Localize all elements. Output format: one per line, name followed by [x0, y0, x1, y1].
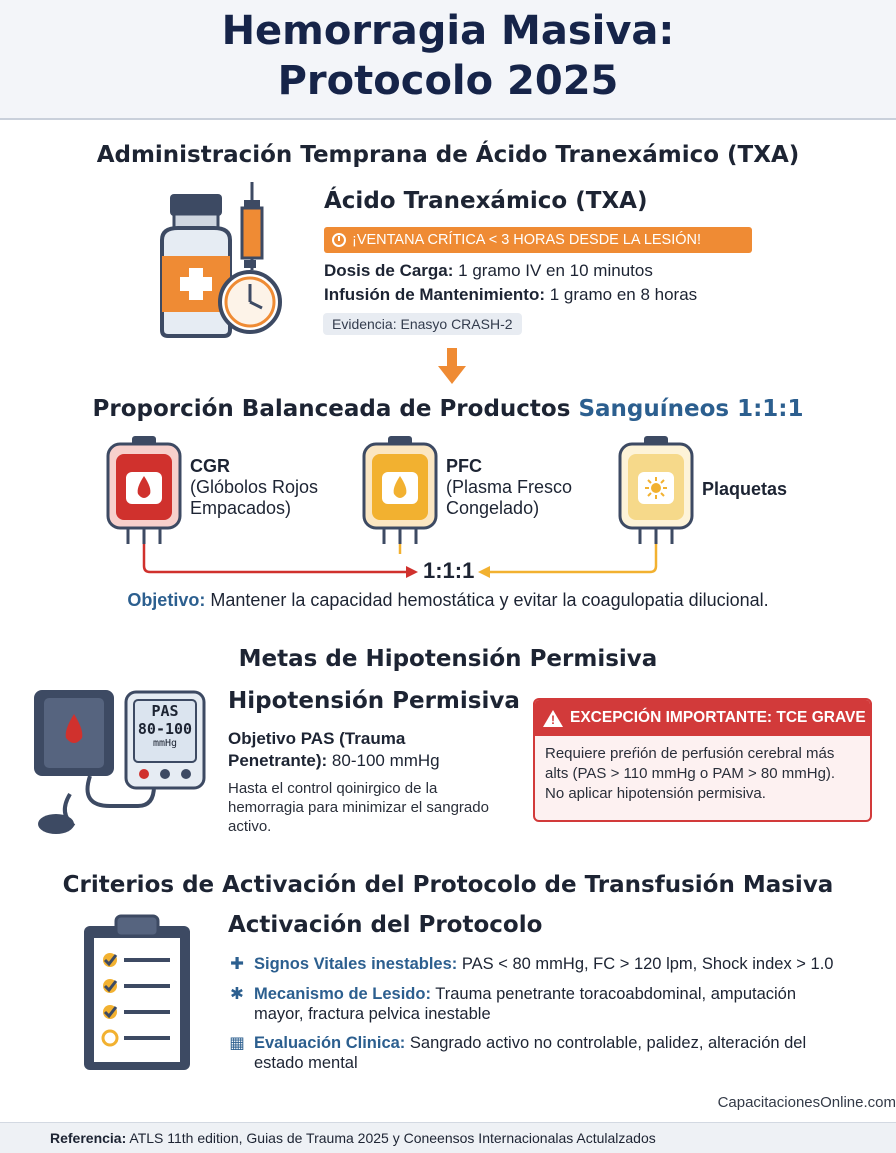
hypotension-note: Hasta el control qoinirgico de la hemorragia para minimizar el sangrado activo. — [228, 780, 489, 835]
bp-cuff-icon — [34, 690, 114, 776]
warning-header — [535, 700, 870, 736]
evidence-badge: Evidencia: Enasyo CRASH-2 — [323, 313, 522, 335]
vial-icon — [162, 194, 230, 336]
reference-text: ATLS 11th edition, Guias de Trauma 2025 y Coneensos Internacionalas Actulalzados — [129, 1130, 656, 1146]
ratio-objective — [0, 590, 896, 611]
txa-section-title: Administración Temprana de Ácido Tranexámico (TXA) — [96, 142, 800, 168]
cgr-label: CGR (Glóbolos Rojos Empacados) — [190, 456, 319, 518]
clock-icon — [332, 233, 346, 247]
cgr-code: CGR — [190, 456, 230, 476]
critical-window-banner — [324, 227, 752, 253]
criterion-clinical: ▦ Evaluación Clinica: Sangrado activo no controlable, palidez, alteración del estado mental — [229, 1034, 807, 1072]
page-title-line2: Protocolo 2025 — [277, 58, 619, 104]
pas-target: Objetivo PAS (Trauma Penetrante): 80-100 mmHg — [228, 729, 440, 770]
syringe-icon — [242, 182, 262, 270]
maintenance-line — [324, 285, 697, 305]
clinical-evaluation-icon: ▦ — [229, 1034, 245, 1052]
injury-mechanism-icon: ✱ — [230, 985, 244, 1003]
loading-dose-value: 1 gramo IV en 10 minutos — [458, 261, 653, 280]
pfc-code: PFC — [446, 456, 482, 476]
maintenance-label: Infusión de Mantenimiento: — [324, 285, 545, 304]
site-credit: CapacitacionesOnline.com — [717, 1094, 896, 1111]
mtp-section-title: Criterios de Activación del Protocolo de Transfusión Masiva — [62, 872, 834, 898]
warning-title: EXCEPCIÓN IMPORTANTE: TCE GRAVE — [570, 709, 866, 726]
mtp-subtitle: Activación del Protocolo — [228, 912, 543, 938]
cgr-bag-icon — [104, 436, 184, 548]
tce-warning-box — [533, 698, 872, 822]
objective-label: Objetivo: — [127, 590, 206, 610]
ratio-section-title: Proporción Balanceada de Productos Sanguíneos 1:1:1 — [92, 396, 804, 422]
ratio-connector-arrows — [130, 540, 670, 584]
warning-icon: ! — [543, 710, 563, 727]
bulb-icon — [38, 814, 74, 834]
center-ratio: 1:1:1 — [423, 558, 475, 583]
hypotension-section-title: Metas de Hipotensión Permisiva — [238, 646, 658, 672]
txa-vial-illustration — [148, 180, 288, 340]
criterion-mechanism: ✱ Mecanismo de Lesido: Trauma penetrante toracoabdominal, amputación mayor, fractura pelvica inestable — [228, 984, 796, 1024]
platelets-code: Plaquetas — [702, 479, 788, 499]
platelets-label — [702, 479, 787, 500]
loading-dose-label: Dosis de Carga: — [324, 261, 454, 280]
monitor-display: PAS 80-100 mmHg — [137, 702, 193, 749]
footer — [0, 1122, 896, 1153]
critical-window-text: ¡VENTANA CRÍTICA < 3 HORAS DESDE LA LESIÓN! — [352, 232, 702, 248]
vital-signs-icon: ✚ — [230, 955, 244, 973]
platelets-bag-icon — [616, 436, 696, 548]
reference-label: Referencia: — [50, 1130, 127, 1146]
loading-dose-line — [324, 261, 653, 281]
objective-text: Mantener la capacidad hemostática y evitar la coagulopatia dilucional. — [210, 590, 769, 610]
clipboard-icon — [80, 912, 196, 1074]
warning-body: Requiere preŕión de perfusión cerebral más alts (PAS > 110 mmHg o PAM > 80 mmHg). No aplicar hipotensión permisiva. — [545, 745, 836, 802]
hypotension-subtitle: Hipotensión Permisiva — [228, 688, 520, 714]
header — [0, 0, 896, 120]
page-title-line1: Hemorragia Masiva: — [221, 8, 675, 54]
pfc-bag-icon — [360, 436, 440, 548]
maintenance-value: 1 gramo en 8 horas — [549, 285, 698, 304]
criterion-vital-signs: ✚ Signos Vitales inestables: PAS < 80 mmHg, FC > 120 lpm, Shock index > 1.0 — [228, 954, 833, 974]
pfc-label: PFC (Plasma Fresco Congelado) — [446, 456, 573, 518]
down-arrow-icon — [437, 346, 467, 386]
txa-subtitle: Ácido Tranexámico (TXA) — [324, 188, 648, 214]
